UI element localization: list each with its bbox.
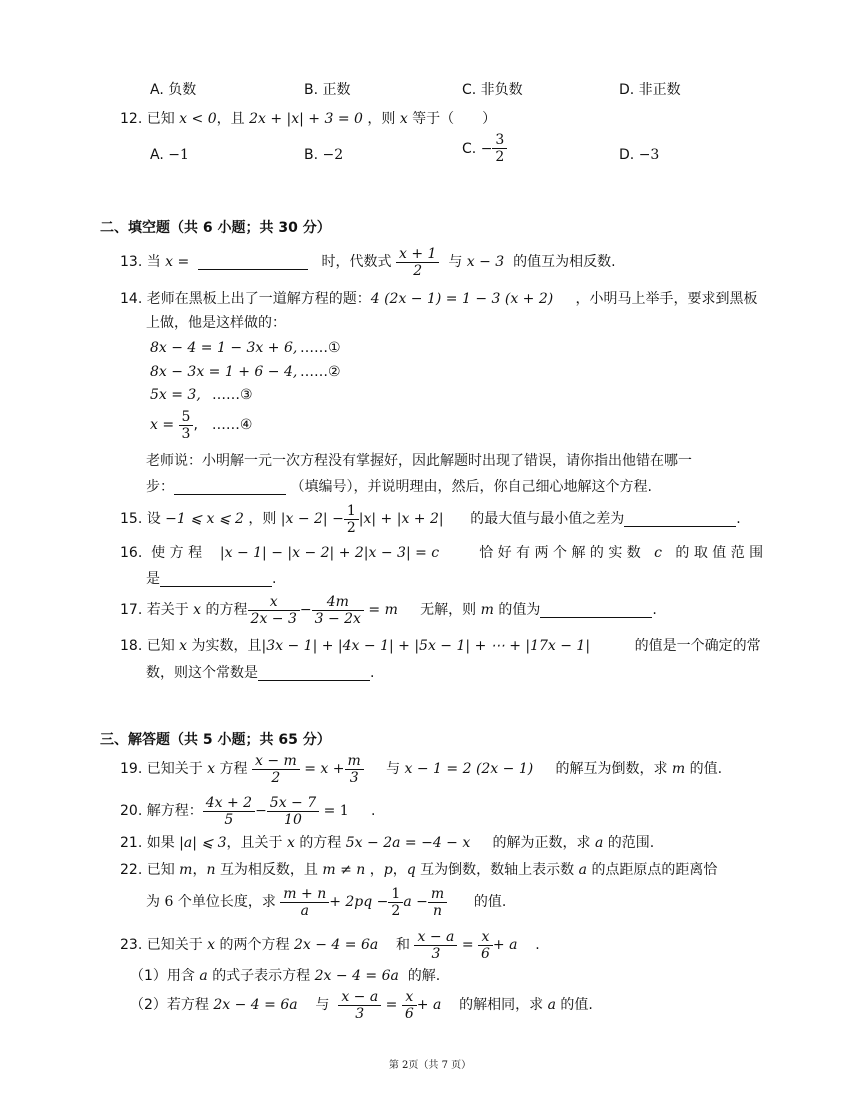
- fraction-numerator: x: [402, 989, 417, 1006]
- q22-v1: m: [179, 862, 193, 878]
- fraction-denominator: 3 − 2x: [314, 610, 361, 627]
- q21-number: 21.: [120, 835, 143, 851]
- q23-t1: 已知关于: [146, 937, 203, 953]
- q12-option-c-sign: −: [480, 140, 493, 157]
- q16-t1: 使 方 程: [151, 545, 203, 561]
- q23-sub1-eq: 2x − 4 = 6a: [314, 968, 399, 984]
- q11-option-c: C. 非负数: [462, 82, 523, 98]
- q23-eq1: 2x − 4 = 6a: [293, 937, 379, 953]
- fraction-numerator: x − m: [252, 753, 300, 770]
- q20-number: 20.: [120, 803, 143, 819]
- page-footer: 第 2页（共 7 页）: [388, 1060, 472, 1071]
- fraction-numerator: x − a: [414, 929, 457, 946]
- fraction-denominator: n: [433, 902, 443, 919]
- q18-line1: [120, 637, 761, 655]
- fraction-numerator: 1: [344, 503, 359, 520]
- fraction-numerator: x: [248, 594, 300, 611]
- q12-text-mid: ，且: [216, 111, 245, 127]
- q14-line4-pre: 步：: [146, 479, 174, 495]
- q23-sub2-tail-text: 的解相同，求: [459, 997, 544, 1013]
- q14-step-4-lhs: x =: [150, 417, 175, 433]
- q19-fraction-2: [345, 753, 364, 786]
- q16-t3: 的 取 值 范 围: [675, 545, 764, 561]
- q18-line2-post: .: [370, 665, 375, 681]
- q19-number: 19.: [120, 761, 143, 777]
- fraction-numerator: x: [478, 929, 493, 946]
- q19-fraction-1: [252, 753, 300, 786]
- q17-t2: 的方程: [205, 602, 248, 618]
- q14-line1: [120, 290, 758, 308]
- q23-t2: 的两个方程: [219, 937, 290, 953]
- fraction-numerator: 4m: [312, 594, 364, 611]
- q16-number: 16.: [120, 545, 143, 561]
- fraction-numerator: 5x − 7: [267, 795, 319, 812]
- q13-fraction: [396, 246, 439, 279]
- q19-t5: 的值.: [689, 761, 723, 777]
- q19-t2: 方程: [219, 761, 248, 777]
- q12-var: x: [399, 111, 408, 127]
- fraction-denominator: 3: [181, 425, 191, 442]
- fraction-numerator: m: [345, 753, 364, 770]
- q12-option-b-letter: B.: [304, 147, 319, 163]
- q14-step-1: [150, 339, 341, 357]
- q15-answer-blank[interactable]: [624, 512, 736, 527]
- q16-t2: 恰 好 有 两 个 解 的 实 数: [479, 545, 641, 561]
- q22-line2-t3: 的值.: [473, 894, 507, 910]
- q23-sub2-var: a: [547, 997, 556, 1013]
- q21-t3: 的方程: [299, 835, 342, 851]
- q12-number: 12.: [120, 111, 143, 127]
- fraction-denominator: 3: [431, 945, 441, 962]
- q17-eq-tail: = m: [368, 602, 398, 618]
- q23-eqs: =: [461, 937, 474, 953]
- q23-sub1: [130, 967, 440, 985]
- q20-tail: = 1: [323, 803, 349, 819]
- q12-option-a: [150, 146, 189, 164]
- q15-range: −1 ⩽ x ⩽ 2: [165, 511, 244, 527]
- q13-number: 13.: [120, 254, 143, 270]
- q23-sub2-eq: 2x − 4 = 6a: [213, 997, 298, 1013]
- q16-answer-blank[interactable]: [160, 572, 272, 587]
- fraction-numerator: m: [428, 886, 447, 903]
- q23-sub2-eqs: =: [385, 997, 398, 1013]
- q20-fraction-2: [267, 795, 319, 828]
- q12-option-c-fraction: [492, 132, 507, 165]
- q18-var: x: [179, 638, 188, 654]
- q18-t2: 为实数，且: [191, 638, 262, 654]
- q19-var: x: [207, 761, 216, 777]
- q22-cond: m ≠ n: [322, 862, 366, 878]
- q17-number: 17.: [120, 602, 143, 618]
- q17-fraction-2: [312, 594, 364, 627]
- q15-t2: ，则: [248, 511, 277, 527]
- q13-expr: x − 3: [466, 254, 505, 270]
- q13-t4: 的值互为相反数.: [513, 254, 616, 270]
- q12-option-b: [304, 146, 343, 164]
- q22-fraction-3: [428, 886, 447, 919]
- q21-t1: 如果: [146, 835, 175, 851]
- q19: [120, 749, 722, 789]
- q21-t4: 的解为正数，求: [492, 835, 591, 851]
- q17-t1: 若关于: [146, 602, 189, 618]
- q14-step-2-eq: 8x − 3x = 1 + 6 − 4,: [150, 364, 298, 380]
- q18-number: 18.: [120, 638, 143, 654]
- fraction-numerator: 5: [179, 409, 194, 426]
- q12-option-a-letter: A.: [150, 147, 164, 163]
- q23-sub2: [130, 985, 593, 1025]
- q19-t4: 的解互为倒数，求: [555, 761, 668, 777]
- q16-line2-post: .: [272, 571, 277, 587]
- q14-step-1-tag: ……①: [300, 340, 341, 356]
- fraction-denominator: a: [300, 902, 309, 919]
- q23-stem: [120, 925, 540, 965]
- q14-line2: 上做，他是这样做的：: [146, 315, 286, 331]
- q22-v3: p: [383, 862, 393, 878]
- q23-sub1-mid: 的式子表示方程: [212, 968, 311, 984]
- q14-step-2-tag: ……②: [300, 364, 341, 380]
- q16-var: c: [654, 545, 663, 561]
- fraction-denominator: 2x − 3: [250, 610, 297, 627]
- q12-option-d-value: −3: [638, 147, 660, 163]
- q14-number: 14.: [120, 291, 143, 307]
- q17-var2: m: [480, 602, 494, 618]
- q23-sub2-pre: （2）若方程: [130, 997, 209, 1013]
- q17-answer-blank[interactable]: [540, 603, 652, 618]
- q22-v2: n: [206, 862, 216, 878]
- q22-line2-t2: 个单位长度，求: [177, 894, 276, 910]
- q23-var: x: [207, 937, 216, 953]
- q16-equation: |x − 1| − |x − 2| + 2|x − 3| = c: [219, 545, 440, 561]
- q22-t7: 的点距原点的距离恰: [591, 862, 718, 878]
- q12-cond1: x < 0: [179, 111, 217, 127]
- q14-step-1-eq: 8x − 4 = 1 − 3x + 6,: [150, 340, 298, 356]
- q14-line4: [146, 478, 652, 496]
- q16-line1: [120, 544, 763, 562]
- fraction-numerator: 3: [492, 132, 507, 149]
- q13-t1: 当: [146, 254, 161, 270]
- q22-number: 22.: [120, 862, 143, 878]
- q18-line2-pre: 数，则这个常数是: [146, 665, 258, 681]
- q20-fraction-1: [203, 795, 255, 828]
- q22-v4: q: [406, 862, 416, 878]
- q15-t3: 的最大值与最小值之差为: [470, 511, 625, 527]
- q23-sub2-fraction-2: [402, 989, 417, 1022]
- q16-line2-pre: 是: [146, 571, 160, 587]
- q23-sub2-tail: + a: [416, 997, 442, 1013]
- q22-line2-t1: 为: [146, 894, 160, 910]
- q21-t2: ，且关于: [226, 835, 283, 851]
- q23-sub2-post: 的值.: [560, 997, 593, 1013]
- q12-option-c: [462, 132, 507, 165]
- fraction-denominator: 2: [413, 262, 423, 279]
- q19-mid: = x +: [304, 761, 345, 777]
- fraction-denominator: 10: [284, 811, 302, 828]
- q21-var2: a: [594, 835, 604, 851]
- section-3-title: 三、解答题（共 5 小题；共 65 分）: [100, 732, 331, 748]
- q11-option-d: D. 非正数: [619, 82, 681, 98]
- q17-t3: 无解，则: [420, 602, 477, 618]
- q21: [120, 834, 654, 852]
- fraction-numerator: 1: [388, 886, 403, 903]
- q22-fraction-2: [388, 886, 403, 919]
- q23-number: 23.: [120, 937, 143, 953]
- q11-option-a: A. 负数: [150, 82, 197, 98]
- q23-sub1-post: 的解.: [407, 968, 441, 984]
- fraction-denominator: 2: [271, 769, 281, 786]
- q15-number: 15.: [120, 511, 143, 527]
- q15: [120, 500, 741, 538]
- q17-minus: −: [299, 602, 312, 618]
- q14-step-3: [150, 386, 253, 404]
- q22-mid: + 2pq −: [329, 894, 389, 910]
- fraction-denominator: 2: [391, 902, 401, 919]
- q15-expr-a: |x − 2| −: [280, 511, 344, 527]
- q18-t1: 已知: [146, 638, 175, 654]
- q12-option-c-letter: C.: [462, 140, 477, 157]
- q19-eq2: x − 1 = 2 (2x − 1): [404, 761, 534, 777]
- q23-sub1-pre: （1）用含: [130, 968, 195, 984]
- q18-answer-blank[interactable]: [258, 666, 370, 681]
- q14-equation: 4 (2x − 1) = 1 − 3 (x + 2): [370, 291, 554, 307]
- q14-line4-post: （填编号），并说明理由，然后，你自己细心地解这个方程.: [290, 479, 652, 495]
- q15-t1: 设: [146, 511, 161, 527]
- q22-v5: a: [578, 862, 587, 878]
- section-2-title: 二、填空题（共 6 小题；共 30 分）: [100, 220, 331, 236]
- q20-minus: −: [255, 803, 267, 819]
- q21-var: x: [286, 835, 295, 851]
- q14-step-2: [150, 363, 341, 381]
- q22-line1: [120, 861, 717, 879]
- fraction-denominator: 3: [355, 1005, 365, 1022]
- q20: [120, 791, 375, 831]
- q19-t1: 已知关于: [146, 761, 203, 777]
- q20-t1: 解方程：: [146, 803, 203, 819]
- q23-sub2-fraction-1: [338, 989, 381, 1022]
- q13-t3: 与: [448, 254, 463, 270]
- q17-t4: 的值为: [498, 602, 541, 618]
- q17-t5: .: [652, 602, 657, 618]
- fraction-numerator: x + 1: [396, 246, 439, 263]
- fraction-numerator: 4x + 2: [203, 795, 255, 812]
- fraction-denominator: 3: [349, 769, 359, 786]
- q15-expr-b: |x| + |x + 2|: [358, 511, 444, 527]
- q21-eq: 5x − 2a = −4 − x: [345, 835, 471, 851]
- q18-expr: |3x − 1| + |4x − 1| + |5x − 1| + ⋯ + |17x − 1|: [261, 638, 591, 654]
- q23-t3: 和: [396, 937, 411, 953]
- q22-t6: 互为倒数，数轴上表示数: [420, 862, 575, 878]
- q20-t2: .: [370, 803, 376, 819]
- fraction-denominator: 2: [495, 149, 505, 165]
- q21-cond: |a| ⩽ 3: [179, 835, 227, 851]
- q23-sub1-var: a: [199, 968, 208, 984]
- q22-line2: [146, 882, 506, 922]
- q23-fraction-1: [414, 929, 457, 962]
- q22-t5: ，: [392, 862, 407, 878]
- q22-mid2: a −: [403, 894, 428, 910]
- fraction-denominator: 6: [404, 1005, 414, 1022]
- q17-var: x: [193, 602, 202, 618]
- q21-t5: 的范围.: [607, 835, 655, 851]
- q22-line2-v: 6: [164, 894, 174, 910]
- q12-stem: [120, 110, 496, 128]
- q19-t3: 与: [386, 761, 401, 777]
- q14-step-3-tag: ……③: [212, 387, 253, 403]
- q23-t4: .: [535, 937, 540, 953]
- q12-option-b-value: −2: [322, 147, 344, 163]
- q12-text-pre: 已知: [146, 111, 175, 127]
- q15-t4: .: [736, 511, 741, 527]
- q14-line1-pre: 老师在黑板上出了一道解方程的题：: [146, 291, 371, 307]
- q22-t2: ，: [192, 862, 207, 878]
- fraction-numerator: m + n: [280, 886, 329, 903]
- q16-line2: [146, 570, 276, 588]
- q12-option-d-letter: D.: [619, 147, 635, 163]
- q14-step-4-tag: , ……④: [193, 417, 253, 433]
- q13-answer-blank[interactable]: [198, 255, 308, 270]
- q13: [120, 244, 616, 280]
- q22-t4: ，: [369, 862, 384, 878]
- q12-text-end: 等于（ ）: [412, 111, 497, 127]
- q15-fraction: [344, 503, 359, 536]
- q14-step-4-fraction: [179, 409, 194, 442]
- q12-text-post: ，则: [367, 111, 396, 127]
- fraction-denominator: 5: [224, 811, 234, 828]
- q23-tail: + a: [492, 937, 518, 953]
- q14-line3: 老师说：小明解一元一次方程没有掌握好，因此解题时出现了错误，请你指出他错在哪一: [146, 453, 692, 469]
- q14-step-3-eq: 5x = 3,: [150, 387, 201, 403]
- q12-option-a-value: −1: [168, 147, 189, 163]
- q11-option-b: B. 正数: [304, 82, 351, 98]
- q17: [120, 590, 657, 630]
- q22-t1: 已知: [146, 862, 175, 878]
- q14-answer-blank[interactable]: [174, 480, 286, 495]
- q12-cond2: 2x + |x| + 3 = 0: [249, 111, 363, 127]
- q17-fraction-1: [248, 594, 300, 627]
- fraction-denominator: 6: [481, 945, 490, 962]
- q14-line1-post: ，小明马上举手，要求到黑板: [575, 291, 758, 307]
- fraction-numerator: x − a: [338, 989, 381, 1006]
- q22-t3: 互为相反数，且: [219, 862, 318, 878]
- q18-t3: 的值是一个确定的常: [634, 638, 761, 654]
- q19-var2: m: [671, 761, 686, 777]
- q23-sub2-mid: 与: [315, 997, 330, 1013]
- fraction-denominator: 2: [346, 519, 356, 536]
- q13-t2: 时，代数式: [321, 254, 392, 270]
- q12-option-d: [619, 146, 659, 164]
- q14-step-4: [150, 407, 252, 443]
- q22-fraction-1: [280, 886, 329, 919]
- q18-line2: [146, 664, 374, 682]
- q23-fraction-2: [478, 929, 493, 962]
- q13-eq: x =: [165, 254, 190, 270]
